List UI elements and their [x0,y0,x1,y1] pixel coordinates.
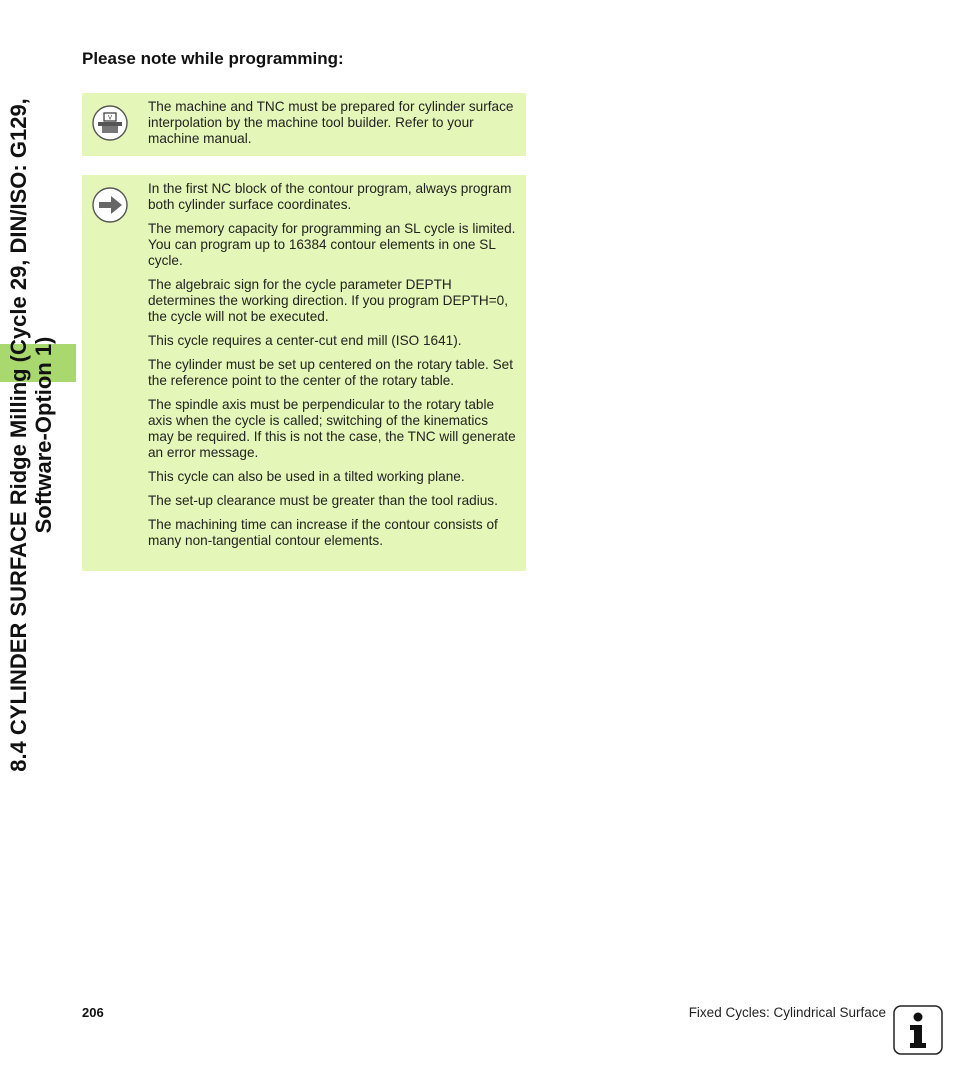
info-icon [893,1005,943,1055]
chapter-title-line2: Software-Option 1) [31,336,56,534]
note-paragraph: The cylinder must be set up centered on the rotary table. Set the reference point to the center of the rotary table. [148,357,513,388]
machine-icon [92,105,128,141]
note-paragraph: The memory capacity for programming an SL cycle is limited. You can program up to 16384 contour elements in one SL cycle. [148,221,516,268]
chapter-title [6,40,56,830]
note-paragraph: In the first NC block of the contour program, always program both cylinder surface coordinates. [148,181,512,212]
note-paragraph: This cycle can also be used in a tilted working plane. [148,469,465,484]
page-number: 206 [82,1005,104,1020]
note-paragraph: The set-up clearance must be greater than the tool radius. [148,493,498,508]
note-paragraph: The algebraic sign for the cycle parameter DEPTH determines the working direction. If you program DEPTH=0, the cycle will not be executed. [148,277,509,324]
note-paragraph: This cycle requires a center-cut end mill (ISO 1641). [148,333,462,348]
chapter-title-line1: 8.4 CYLINDER SURFACE Ridge Milling (Cycle 29, DIN/ISO: G129, [6,98,31,772]
machine-note-box [82,93,526,156]
note-paragraph: The machining time can increase if the contour consists of many non-tangential contour elements. [148,517,498,548]
footer-title: Fixed Cycles: Cylindrical Surface [688,1005,886,1020]
note-paragraph: The machine and TNC must be prepared for cylinder surface interpolation by the machine tool builder. Refer to your machine manual. [148,99,514,146]
chapter-sidebar [0,0,76,860]
note-paragraph: The spindle axis must be perpendicular to the rotary table axis when the cycle is called; switching of the kinematics may be required. If this is not the case, the TNC will generate an error message. [148,397,516,460]
programming-notes-box [82,175,526,571]
arrow-right-icon [92,187,128,223]
section-heading: Please note while programming: [82,49,344,68]
svg-text:V: V [107,115,113,122]
